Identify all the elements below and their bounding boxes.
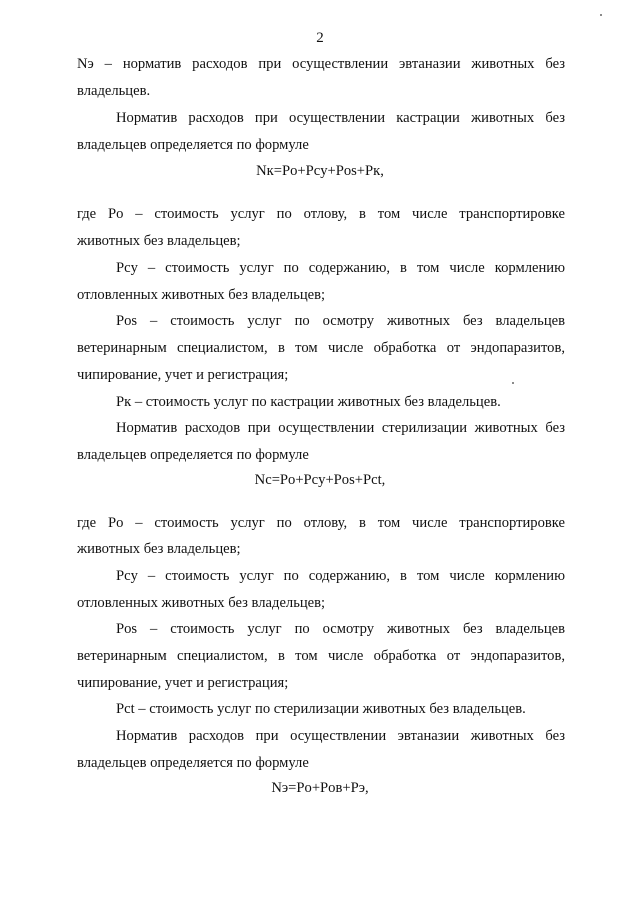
paragraph-line: животных без владельцев; [77,233,241,249]
paragraph-line: Pк – стоимость услуг по кастрации животных без владельцев. [116,394,501,410]
paragraph-line: Pct – стоимость услуг по стерилизации животных без владельцев. [116,701,526,717]
scan-speck [600,14,602,16]
formula: Nк=Po+Pcy+Pos+Pк, [256,163,384,179]
paragraph-line: Норматив расходов при осуществлении стерилизации животных без [116,420,565,436]
paragraph-line: где Po – стоимость услуг по отлову, в том числе транспортировке [77,515,565,531]
scan-speck [512,382,514,384]
paragraph-line: владельцев определяется по формуле [77,137,309,153]
paragraph-line: Pcy – стоимость услуг по содержанию, в том числе кормлению [116,260,565,276]
formula: Nc=Po+Pcy+Pos+Pct, [254,472,386,488]
paragraph-line: ветеринарным специалистом, в том числе обработка от эндопаразитов, [77,648,565,664]
paragraph-line: отловленных животных без владельцев; [77,287,326,303]
paragraph-line: владельцев определяется по формуле [77,755,309,771]
paragraph-line: отловленных животных без владельцев; [77,595,326,611]
paragraph-line: животных без владельцев; [77,541,241,557]
paragraph-line: владельцев. [77,83,151,99]
paragraph-line: чипирование, учет и регистрация; [77,675,289,691]
paragraph-line: Норматив расходов при осуществлении кастрации животных без [116,110,565,126]
formula: Nэ=Po+Pов+Pэ, [271,780,369,796]
paragraph-line: ветеринарным специалистом, в том числе обработка от эндопаразитов, [77,340,565,356]
paragraph-line: Pos – стоимость услуг по осмотру животных без владельцев [116,313,565,329]
paragraph-line: чипирование, учет и регистрация; [77,367,289,383]
paragraph-line: где Po – стоимость услуг по отлову, в том числе транспортировке [77,206,565,222]
page-number: 2 [316,30,324,46]
paragraph-line: Pcy – стоимость услуг по содержанию, в том числе кормлению [116,568,565,584]
paragraph-line: владельцев определяется по формуле [77,447,309,463]
paragraph-line: Nэ – норматив расходов при осуществлении эвтаназии животных без [77,56,565,72]
paragraph-line: Норматив расходов при осуществлении эвтаназии животных без [116,728,565,744]
paragraph-line: Pos – стоимость услуг по осмотру животных без владельцев [116,621,565,637]
